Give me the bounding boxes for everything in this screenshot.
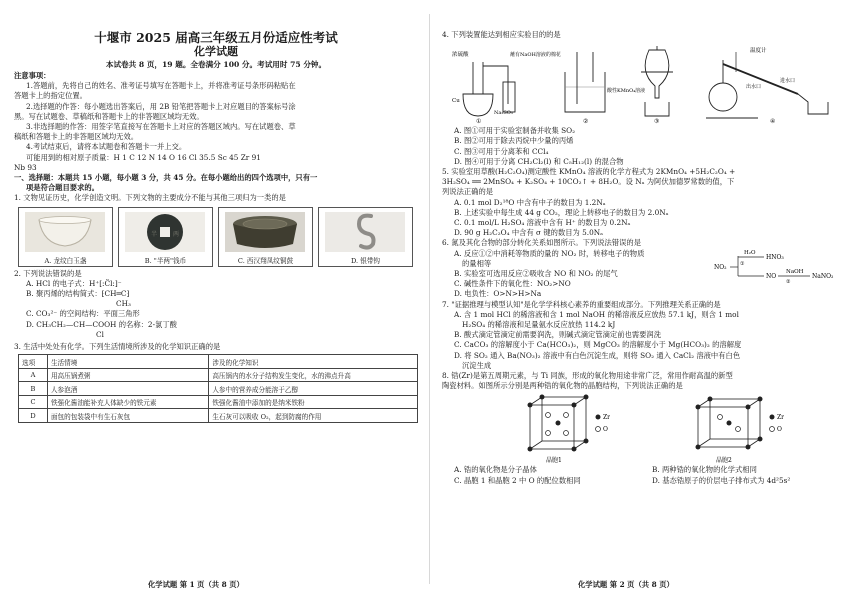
question-1: 1. 文物见证历史，化学创造文明。下列文物的主要成分不能与其他三项归为一类的是	[14, 193, 286, 203]
table-cell: 人参中的营养成分能溶于乙醇	[209, 382, 418, 396]
table-cell: 人参泡酒	[47, 382, 208, 396]
q6-option-a: 的量相等	[462, 258, 492, 268]
q8-option-a: A. 锆的氧化物是分子晶体	[454, 465, 537, 475]
q4-label: 浓硫酸	[452, 52, 469, 59]
coin-icon	[125, 212, 205, 252]
q7-option-c: C. CaCO₃ 的溶解度小于 Ca(HCO₃)₂，则 MgCO₃ 的溶解度小于 Mg(HCO₃)₂ 的溶解度	[454, 340, 742, 350]
table-cell: A	[19, 368, 48, 382]
question-5: 列说法正确的是	[442, 187, 494, 197]
table-header-row	[19, 355, 418, 369]
question-5: 5. 实验室用草酸(H₂C₂O₄)测定酸性 KMnO₄ 溶液的化学方程式为 2KMnO₄ +5H₂C₂O₄ +	[442, 167, 736, 177]
q1-caption: C. 西汉翔凤纹铜鼓	[237, 256, 294, 265]
q1-caption: D. 银带钩	[350, 256, 381, 265]
q4-label: 温度计	[749, 48, 767, 55]
q4-figure-number: ②	[582, 118, 589, 126]
q1-option-a	[18, 207, 113, 267]
q8-option-c: C. 晶胞 1 和晶胞 2 中 O 的配位数相同	[454, 475, 581, 485]
question-6: 6. 氮及其化合物的部分转化关系如图所示。下列说法错误的是	[442, 238, 641, 248]
table-cell: B	[19, 382, 48, 396]
table-row	[19, 368, 418, 382]
exam-title: 十堰市 2025 届高三年级五月份适应性考试	[94, 30, 338, 45]
question-3: 3. 生活中处处有化学。下列生活情境所涉及的化学知识正确的是	[14, 342, 221, 352]
q4-label: Na₂SO₃	[494, 110, 513, 117]
notice-line: 答题卡上的指定位置。	[14, 91, 87, 101]
q2-option-b: B. 聚丙烯的结构简式：⁅CH═C⁆	[26, 289, 130, 299]
q4-label: 蘸有NaOH溶液的棉花	[510, 52, 561, 59]
flow-reagent: H₂O	[744, 250, 756, 257]
question-7: 7. "证据推理与模型认知"是化学学科核心素养的重要组成部分。下列推理关系正确的是	[442, 299, 721, 309]
q5-option-c: C. 0.1 mol/L H₂SO₄ 溶液中含有 H⁺ 的数目为 0.2Nₐ	[454, 218, 631, 228]
q7-option-a: A. 含 1 mol HCl 的稀溶液和含 1 mol NaOH 的稀溶液反应放热 57.1 kJ，则含 1 mol	[454, 309, 739, 319]
q4-figure-number: ③	[654, 118, 660, 126]
crystal-cell-1-icon	[522, 393, 632, 465]
drum-icon	[225, 212, 305, 252]
legend-label: O	[603, 426, 608, 434]
flow-step: ①	[740, 261, 745, 268]
table-header-cell: 选项	[19, 355, 48, 369]
q7-option-a: H₂SO₄ 的稀溶液和足量氨水反应放热 114.2 kJ	[462, 320, 616, 330]
q1-caption: A. 龙纹白玉盏	[44, 256, 87, 265]
q1-caption: B. "半两"钱币	[144, 256, 187, 265]
apparatus-4-icon	[698, 42, 848, 124]
flow-node: HNO₃	[766, 254, 784, 262]
q3-table	[18, 354, 418, 423]
q6-option-c: C. 碱性条件下的氧化性：NO₂>NO	[454, 279, 571, 289]
exam-meta: 本试卷共 8 页，19 题。全卷满分 100 分。考试用时 75 分钟。	[105, 60, 327, 69]
notice-line: 4.考试结束后，请将本试题卷和答题卡一并上交。	[26, 142, 187, 152]
q5-option-b: B. 上述实验中每生成 44 g CO₂，理论上转移电子的数目为 2.0Nₐ	[454, 207, 669, 217]
q8-option-d: D. 基态锆原子的价层电子排布式为 4d²5s²	[652, 475, 791, 485]
crystal-cell-2-icon	[692, 393, 802, 465]
table-cell: D	[19, 409, 48, 423]
q4-figure-number: ④	[769, 118, 776, 126]
table-cell: 面包的包装袋中有生石灰包	[47, 409, 208, 423]
legend-label: O	[777, 426, 782, 434]
q8-option-b: B. 两种锆的氧化物的化学式相同	[652, 465, 757, 475]
page-footer: 化学试题 第 2 页（共 8 页）	[578, 580, 674, 589]
q1-option-c	[218, 207, 313, 267]
q4-label: 酸性KMnO₄溶液	[606, 88, 645, 95]
apparatus-2-icon	[555, 42, 645, 126]
table-row	[19, 409, 418, 423]
table-row	[19, 382, 418, 396]
table-cell: 铁强化酱油能补充人体缺少的铁元素	[47, 395, 208, 409]
q4-option-a: A. 图①可用于实验室制备并收集 SO₂	[454, 126, 575, 136]
q5-option-a: A. 0.1 mol D₂¹⁸O 中含有中子的数目为 1.2Nₐ	[454, 197, 606, 207]
q8-crystal-figures	[522, 393, 850, 465]
crystal-caption: 晶胞2	[716, 457, 732, 465]
question-4: 4. 下列装置能达到相应实验目的的是	[442, 30, 561, 39]
q4-apparatus-figures	[448, 42, 848, 124]
exam-subtitle: 化学试题	[194, 45, 238, 58]
flow-node: NaNO₂	[812, 273, 834, 281]
q6-option-a: A. 反应①②中消耗等物质的量的 NO₂ 时，转移电子的物质	[454, 248, 645, 258]
q1-images	[18, 207, 418, 267]
q1-option-d	[318, 207, 413, 267]
q4-option-d: D. 图④可用于分离 CH₂Cl₂(l) 和 C₅H₁₂(l) 的混合物	[454, 156, 624, 166]
q8-options-row	[442, 476, 850, 486]
apparatus-3-icon	[631, 42, 691, 124]
q4-option-b: B. 图②可用于除去丙烷中少量的丙烯	[454, 136, 574, 146]
table-header-cell: 涉及的化学知识	[209, 355, 418, 369]
table-cell: C	[19, 395, 48, 409]
q4-figure-number: ①	[476, 118, 482, 126]
notice-line: 稿纸和答题卡上的非答题区域均无效。	[14, 132, 139, 142]
question-8: 陶瓷材料。如图所示分别是两种锆的氧化物的晶胞结构，下列说法正确的是	[442, 381, 683, 391]
notice-line: 1.答题前，先将自己的姓名、准考证号填写在答题卡上，并将准考证号条形码粘贴在	[26, 81, 296, 91]
table-cell: 用高压锅煮粥	[47, 368, 208, 382]
flow-step: ②	[786, 279, 791, 286]
section-title: 一、选择题：本题共 15 小题，每小题 3 分，共 45 分。在每小题给出的四个选项中，只有一	[14, 173, 318, 183]
notice-line: 3.非选择题的作答：用签字笔直接写在答题卡上对应的答题区域内。写在试题卷、草	[26, 122, 296, 132]
table-header-cell: 生活情境	[47, 355, 208, 369]
q7-option-d: 沉淀生成	[462, 360, 492, 370]
page-footer: 化学试题 第 1 页（共 8 页）	[148, 580, 244, 589]
q2-substituent: CH₃	[116, 299, 131, 309]
q1-option-b	[118, 207, 213, 267]
flow-reagent: NaOH	[786, 269, 804, 276]
table-row	[19, 395, 418, 409]
table-cell: 铁强化酱油中添加的是纳米铁粉	[209, 395, 418, 409]
question-2: 2. 下列说法错误的是	[14, 268, 82, 278]
flow-node: NO₂	[714, 264, 727, 272]
page-2	[430, 0, 860, 596]
atomic-mass-line: Nb 93	[14, 162, 37, 172]
table-cell: 高压锅内的水分子结构发生变化，水的沸点升高	[209, 368, 418, 382]
q2-option-d: D. CH₃CH₂—CH—COOH 的名称：2-氯丁酸	[26, 319, 177, 329]
question-5: 3H₂SO₄ ══ 2MnSO₄ + K₂SO₄ + 10CO₂↑ + 8H₂O。设 Nₐ 为阿伏加德罗常数的值，下	[442, 177, 735, 187]
legend-label: Zr	[603, 414, 611, 422]
q5-option-d: D. 90 g H₂C₂O₄ 中含有 σ 键的数目为 5.0Nₐ	[454, 228, 603, 238]
flow-node: NO	[766, 273, 777, 281]
nitrogen-flow-diagram	[714, 248, 854, 284]
q4-label: 进水口	[779, 78, 795, 85]
question-8: 8. 锆(Zr)是第五周期元素，与 Ti 同族，形成的氧化物用途非常广泛，常用作耐高温的新型	[442, 371, 733, 381]
section-title: 项是符合题目要求的。	[26, 183, 99, 193]
notice-line: 黑。写在试题卷、草稿纸和答题卡上的非答题区域均无效。	[14, 111, 204, 121]
q8-options-row	[442, 465, 850, 475]
notice-title: 注意事项：	[14, 71, 51, 80]
q6-option-d: D. 电负性：O>N>H>Na	[454, 289, 542, 299]
question-6-block	[442, 238, 850, 299]
hook-icon	[325, 212, 405, 252]
atomic-mass-line: 可能用到的相对原子质量：H 1 C 12 N 14 O 16 Cl 35.5 Sc 45 Zr 91	[26, 152, 261, 162]
svg-text:半: 半	[151, 230, 158, 238]
q7-option-b: B. 酸式滴定管滴定前需要润洗，则碱式滴定管滴定前也需要润洗	[454, 330, 662, 340]
q4-label: 出水口	[745, 84, 761, 91]
q2-option-c: C. CO₃²⁻ 的空间结构：平面三角形	[26, 309, 140, 319]
apparatus-1-icon	[448, 42, 561, 126]
q6-option-b: B. 实验室可选用反应②吸收含 NO 和 NO₂ 的尾气	[454, 269, 618, 279]
q4-label: Cu	[452, 98, 460, 105]
jade-bowl-icon	[25, 212, 105, 252]
legend-label: Zr	[777, 414, 785, 422]
svg-text:两: 两	[173, 230, 180, 238]
q2-substituent: Cl	[96, 329, 104, 339]
table-cell: 生石灰可以吸收 O₂，起到防腐的作用	[209, 409, 418, 423]
q2-option-a: A. HCl 的电子式：H⁺[:C̈l:]⁻	[26, 278, 122, 288]
crystal-caption: 晶胞1	[546, 457, 562, 465]
q4-option-c: C. 图③可用于分离苯和 CCl₄	[454, 146, 549, 156]
q7-option-d: D. 将 SO₂ 通入 Ba(NO₃)₂ 溶液中有白色沉淀生成，则将 SO₂ 通入 CaCl₂ 溶液中有白色	[454, 350, 741, 360]
notice-line: 2.选择题的作答：每小题选出答案后，用 2B 铅笔把答题卡上对应题目的答案标号涂	[26, 101, 296, 111]
